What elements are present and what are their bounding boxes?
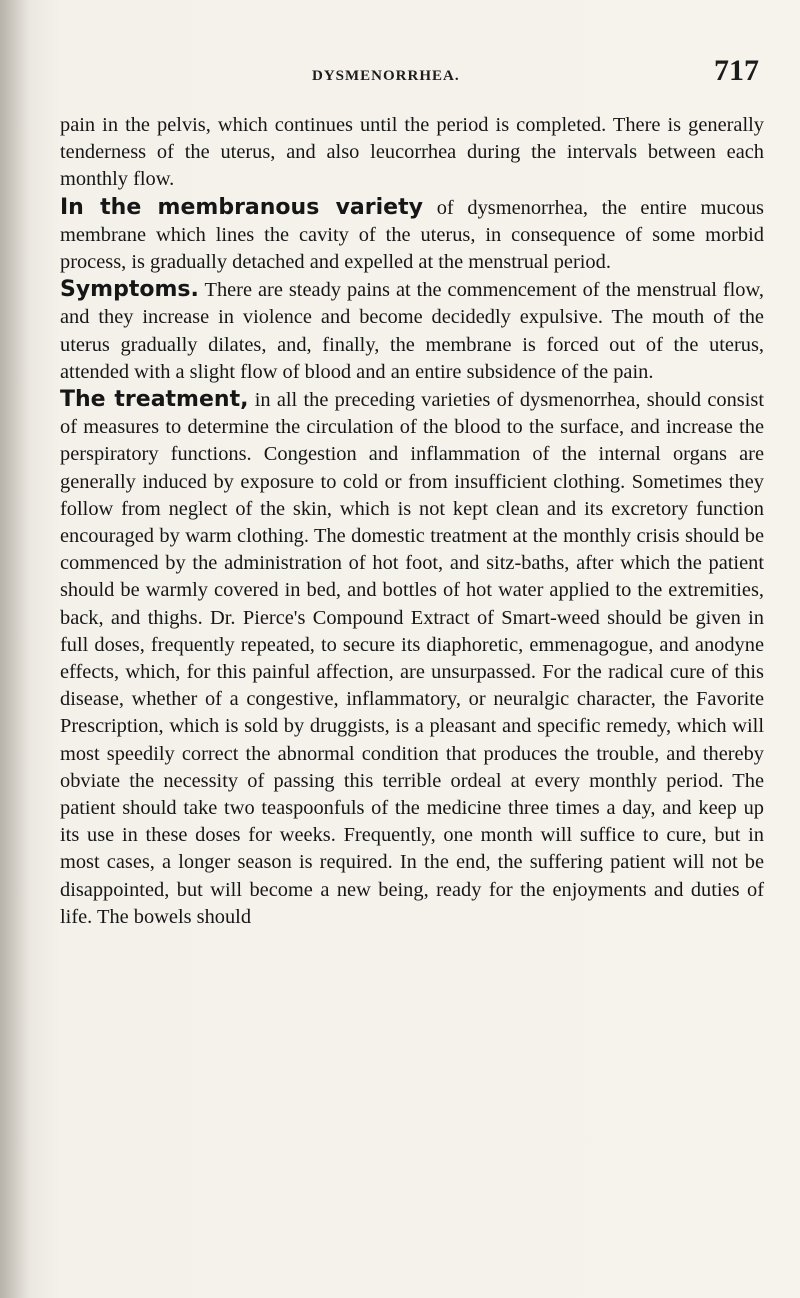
paragraph-4-text: in all the preceding varieties of dysmenorrhea, should consist of measures to determine the circulation of the blood to the surface, and increase the perspiratory functions. Congestion and inflammation of the internal organs are generally induced by exposure to cold or from insufficient clothing. Sometimes they follow from neglect of the skin, which is not kept clean and its excretory function encouraged by warm clothing. The domestic treatment at the monthly crisis should be commenced by the administration of hot foot, and sitz-baths, after which the patient should be warmly covered in bed, and bottles of hot water applied to the extremities, back, and thighs. Dr. Pierce's Compound Extract of Smart-weed should be given in full doses, frequently repeated, to secure its diaphoretic, emmenagogue, and anodyne effects, which, for this painful affection, are unsurpassed. For the radical cure of this disease, whether of a congestive, inflammatory, or neuralgic character, the Favorite Prescription, which is sold by druggists, is a pleasant and specific remedy, which will most speedily correct the abnormal condition that produces the trouble, and thereby obviate the necessity of passing this terrible ordeal at every monthly period. The patient should take two teaspoonfuls of the medicine three times a day, and keep up its use in these doses for weeks. Frequently, one month will suffice to cure, but in most cases, a longer season is required. In the end, the suffering patient will not be disappointed, but will become a new being, ready for the enjoyments and duties of life. The bowels should [60, 389, 764, 928]
paragraph-2-lead: In the membranous variety [60, 194, 423, 220]
paragraph-3-text: There are steady pains at the commencement of the menstrual flow, and they increase in violence and become decidedly expulsive. The mouth of the uterus gradually dilates, and, finally, the membrane is forced out of the uterus, attended with a slight flow of blood and an entire subsidence of the pain. [60, 279, 764, 383]
paragraph-4-lead: The treatment, [60, 387, 249, 413]
page-spine-shadow [0, 0, 30, 1298]
paragraph-2-text: of dysmenorrhea, the entire mucous membrane which lines the cavity of the uterus, in consequence of some morbid process, is gradually detached and expelled at the menstrual period. [60, 196, 764, 274]
paragraph-symptoms [60, 276, 764, 386]
paragraph-3-lead: Symptoms. [60, 277, 199, 303]
running-head [0, 54, 800, 102]
paragraph-membranous-variety [60, 194, 764, 277]
body-text [60, 112, 764, 931]
paragraph-continuation [60, 112, 764, 194]
running-head-title: DYSMENORRHEA. [312, 68, 460, 84]
paragraph-treatment [60, 386, 764, 931]
paragraph-1-text: pain in the pelvis, which continues until the period is completed. There is generally tenderness of the uterus, and also leucorrhea during the intervals between each monthly flow. [60, 114, 764, 191]
page-number: 717 [714, 54, 759, 87]
